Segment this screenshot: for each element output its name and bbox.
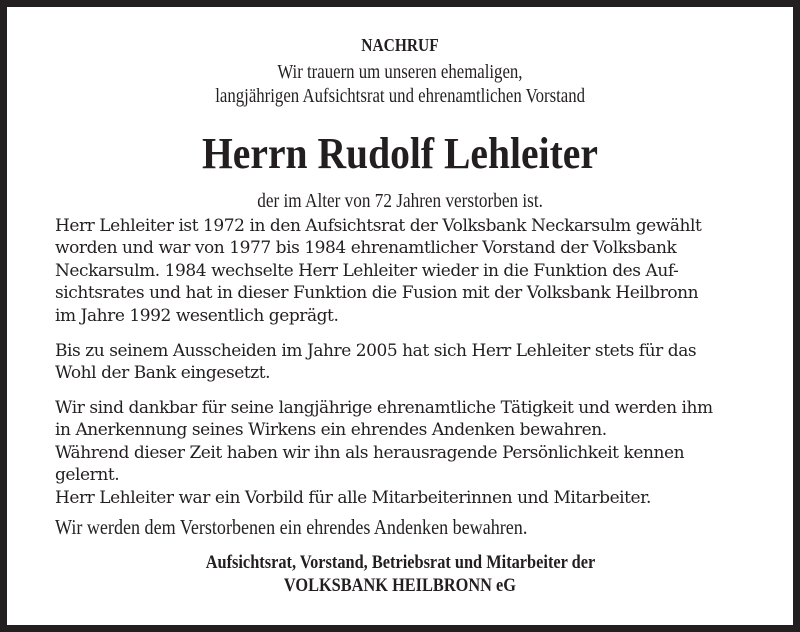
closing-line: Wir werden dem Verstorbenen ein ehrendes Andenken bewahren. xyxy=(55,515,528,539)
notice-heading: NACHRUF xyxy=(361,35,439,55)
text-line: gelernt. xyxy=(55,465,120,486)
signature-organization: VOLKSBANK HEILBRONN eG xyxy=(283,575,517,596)
paragraph-retirement xyxy=(55,340,795,385)
intro-line: langjährigen Aufsichtsrat und ehrenamtlichen Vorstand xyxy=(215,85,585,107)
signature-line: Aufsichtsrat, Vorstand, Betriebsrat und Mitarbeiter der xyxy=(205,552,595,573)
age-line: der im Alter von 72 Jahren verstorben ist. xyxy=(257,190,543,212)
text-line: im Jahre 1992 wesentlich geprägt. xyxy=(55,305,339,326)
intro-line: Wir trauern um unseren ehemaligen, xyxy=(277,61,523,83)
text-line: Herr Lehleiter ist 1972 in den Aufsichtsrat der Volksbank Neckarsulm gewählt xyxy=(55,216,702,236)
paragraph-gratitude xyxy=(55,397,795,509)
text-line: Herr Lehleiter war ein Vorbild für alle Mitarbeiterinnen und Mitarbeiter. xyxy=(55,487,651,508)
text-line: Wir sind dankbar für seine langjährige ehrenamtliche Tätigkeit und werden ihm xyxy=(55,398,713,418)
deceased-name: Herrn Rudolf Lehleiter xyxy=(202,129,598,178)
text-line: Wohl der Bank eingesetzt. xyxy=(55,363,271,384)
text-line: Bis zu seinem Ausscheiden im Jahre 2005 hat sich Herr Lehleiter stets für das xyxy=(55,341,697,361)
text-line: worden und war von 1977 bis 1984 ehrenamtlicher Vorstand der Volksbank xyxy=(55,238,677,259)
paragraph-career xyxy=(55,215,795,327)
text-line: Während dieser Zeit haben wir ihn als herausragende Persönlichkeit kennen xyxy=(55,442,685,463)
obituary-notice xyxy=(7,7,793,625)
text-line: sichtsrates und hat in dieser Funktion die Fusion mit der Volksbank Heilbronn xyxy=(55,283,699,304)
text-line: in Anerkennung seines Wirkens ein ehrendes Andenken bewahren. xyxy=(55,420,607,441)
text-line: Neckarsulm. 1984 wechselte Herr Lehleiter wieder in die Funktion des Auf- xyxy=(55,260,679,281)
